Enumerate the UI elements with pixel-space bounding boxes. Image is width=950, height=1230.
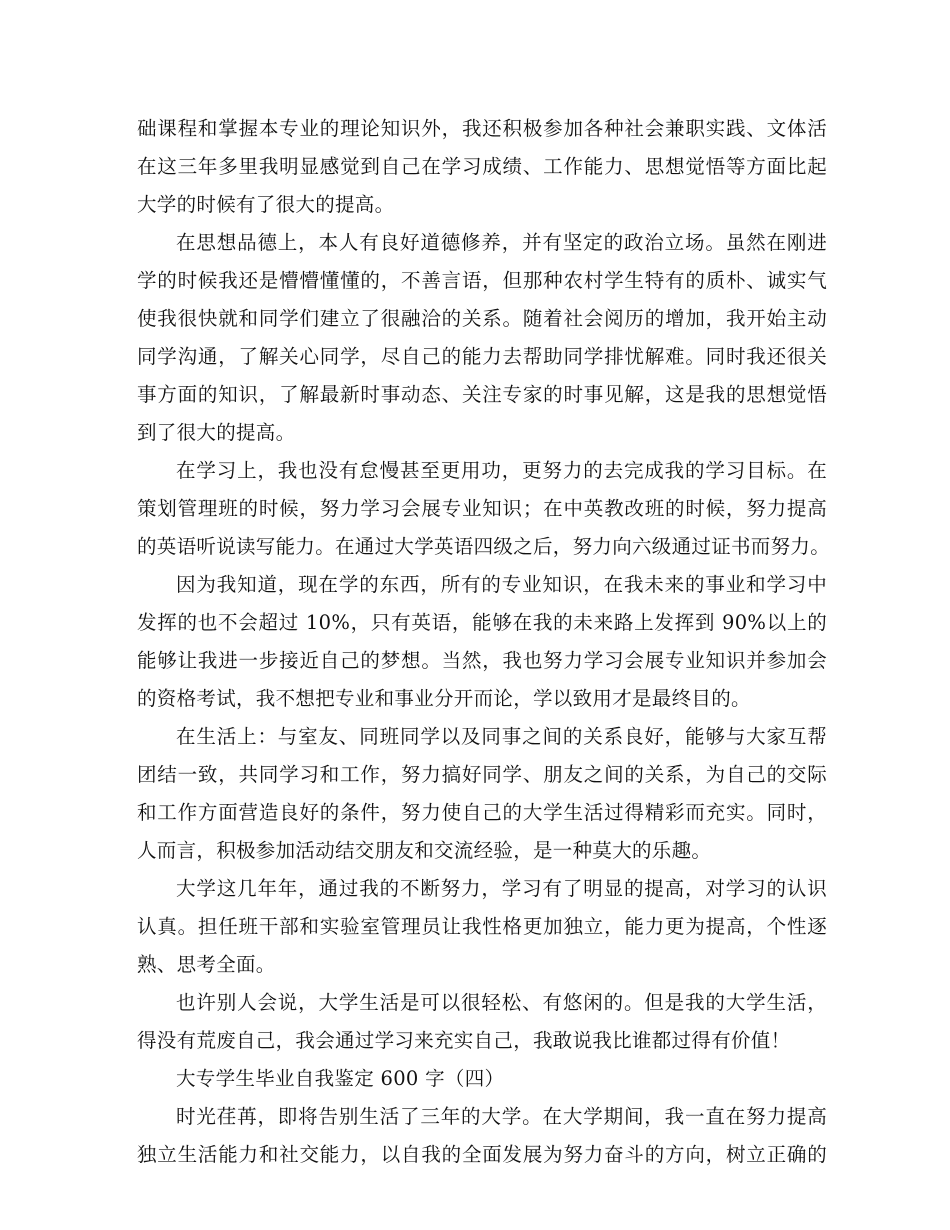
text-line: 策划管理班的时候，努力学习会展专业知识；在中英教改班的时候，努力提高 [137, 497, 827, 520]
text-line: 学的时候我还是懵懵懂懂的，不善言语，但那种农村学生特有的质朴、诚实气 [137, 269, 827, 292]
text-line: 在这三年多里我明显感觉到自己在学习成绩、工作能力、思想觉悟等方面比起 [137, 155, 827, 178]
text-line: 使我很快就和同学们建立了很融洽的关系。随着社会阅历的增加，我开始主动 [137, 307, 827, 330]
document-body [137, 110, 831, 1174]
text-line: 同学沟通，了解关心同学，尽自己的能力去帮助同学排忧解难。同时我还很关 [137, 345, 827, 368]
text-line: 大学的时候有了很大的提高。 [137, 193, 395, 216]
text-line: 事方面的知识，了解最新时事动态、关注专家的时事见解，这是我的思想觉悟 [137, 383, 827, 406]
text-line: 熟、思考全面。 [137, 953, 276, 976]
text-line: 独立生活能力和社交能力，以自我的全面发展为努力奋斗的方向，树立正确的 [137, 1143, 827, 1166]
paragraph-first-line: 也许别人会说，大学生活是可以很轻松、有悠闲的。但是我的大学生活， [176, 991, 827, 1014]
text-line: 能够让我进一步接近自己的梦想。当然，我也努力学习会展专业知识并参加会 [137, 649, 827, 672]
text-line: 础课程和掌握本专业的理论知识外，我还积极参加各种社会兼职实践、文体活 [137, 117, 827, 140]
paragraph-first-line: 大学这几年年，通过我的不断努力，学习有了明显的提高，对学习的认识 [176, 877, 827, 900]
paragraph-first-line: 因为我知道，现在学的东西，所有的专业知识，在我未来的事业和学习中 [176, 573, 827, 596]
text-line: 发挥的也不会超过 10%，只有英语，能够在我的未来路上发挥到 90%以上的 [137, 611, 827, 634]
text-line: 的英语听说读写能力。在通过大学英语四级之后，努力向六级通过证书而努力。 [137, 535, 831, 558]
paragraph-first-line: 在生活上：与室友、同班同学以及同事之间的关系良好，能够与大家互帮 [176, 725, 827, 748]
text-line: 人而言，积极参加活动结交朋友和交流经验，是一种莫大的乐趣。 [137, 839, 712, 862]
text-line: 的资格考试，我不想把专业和事业分开而论，学以致用才是最终目的。 [137, 687, 751, 710]
text-line: 得没有荒废自己，我会通过学习来充实自己，我敢说我比谁都过得有价值！ [137, 1029, 791, 1052]
text-line: 认真。担任班干部和实验室管理员让我性格更加独立，能力更为提高，个性逐 [137, 915, 827, 938]
paragraph-first-line: 时光荏苒，即将告别生活了三年的大学。在大学期间，我一直在努力提高 [176, 1105, 827, 1128]
text-line: 和工作方面营造良好的条件，努力使自己的大学生活过得精彩而充实。同时， [137, 801, 827, 824]
paragraph-first-line: 在思想品德上，本人有良好道德修养，并有坚定的政治立场。虽然在刚进 [176, 231, 827, 254]
text-line: 团结一致，共同学习和工作，努力搞好同学、朋友之间的关系，为自己的交际 [137, 763, 827, 786]
section-heading: 大专学生毕业自我鉴定 600 字（四） [176, 1067, 505, 1090]
paragraph-first-line: 在学习上，我也没有怠慢甚至更用功，更努力的去完成我的学习目标。在 [176, 459, 827, 482]
text-line: 到了很大的提高。 [137, 421, 296, 444]
